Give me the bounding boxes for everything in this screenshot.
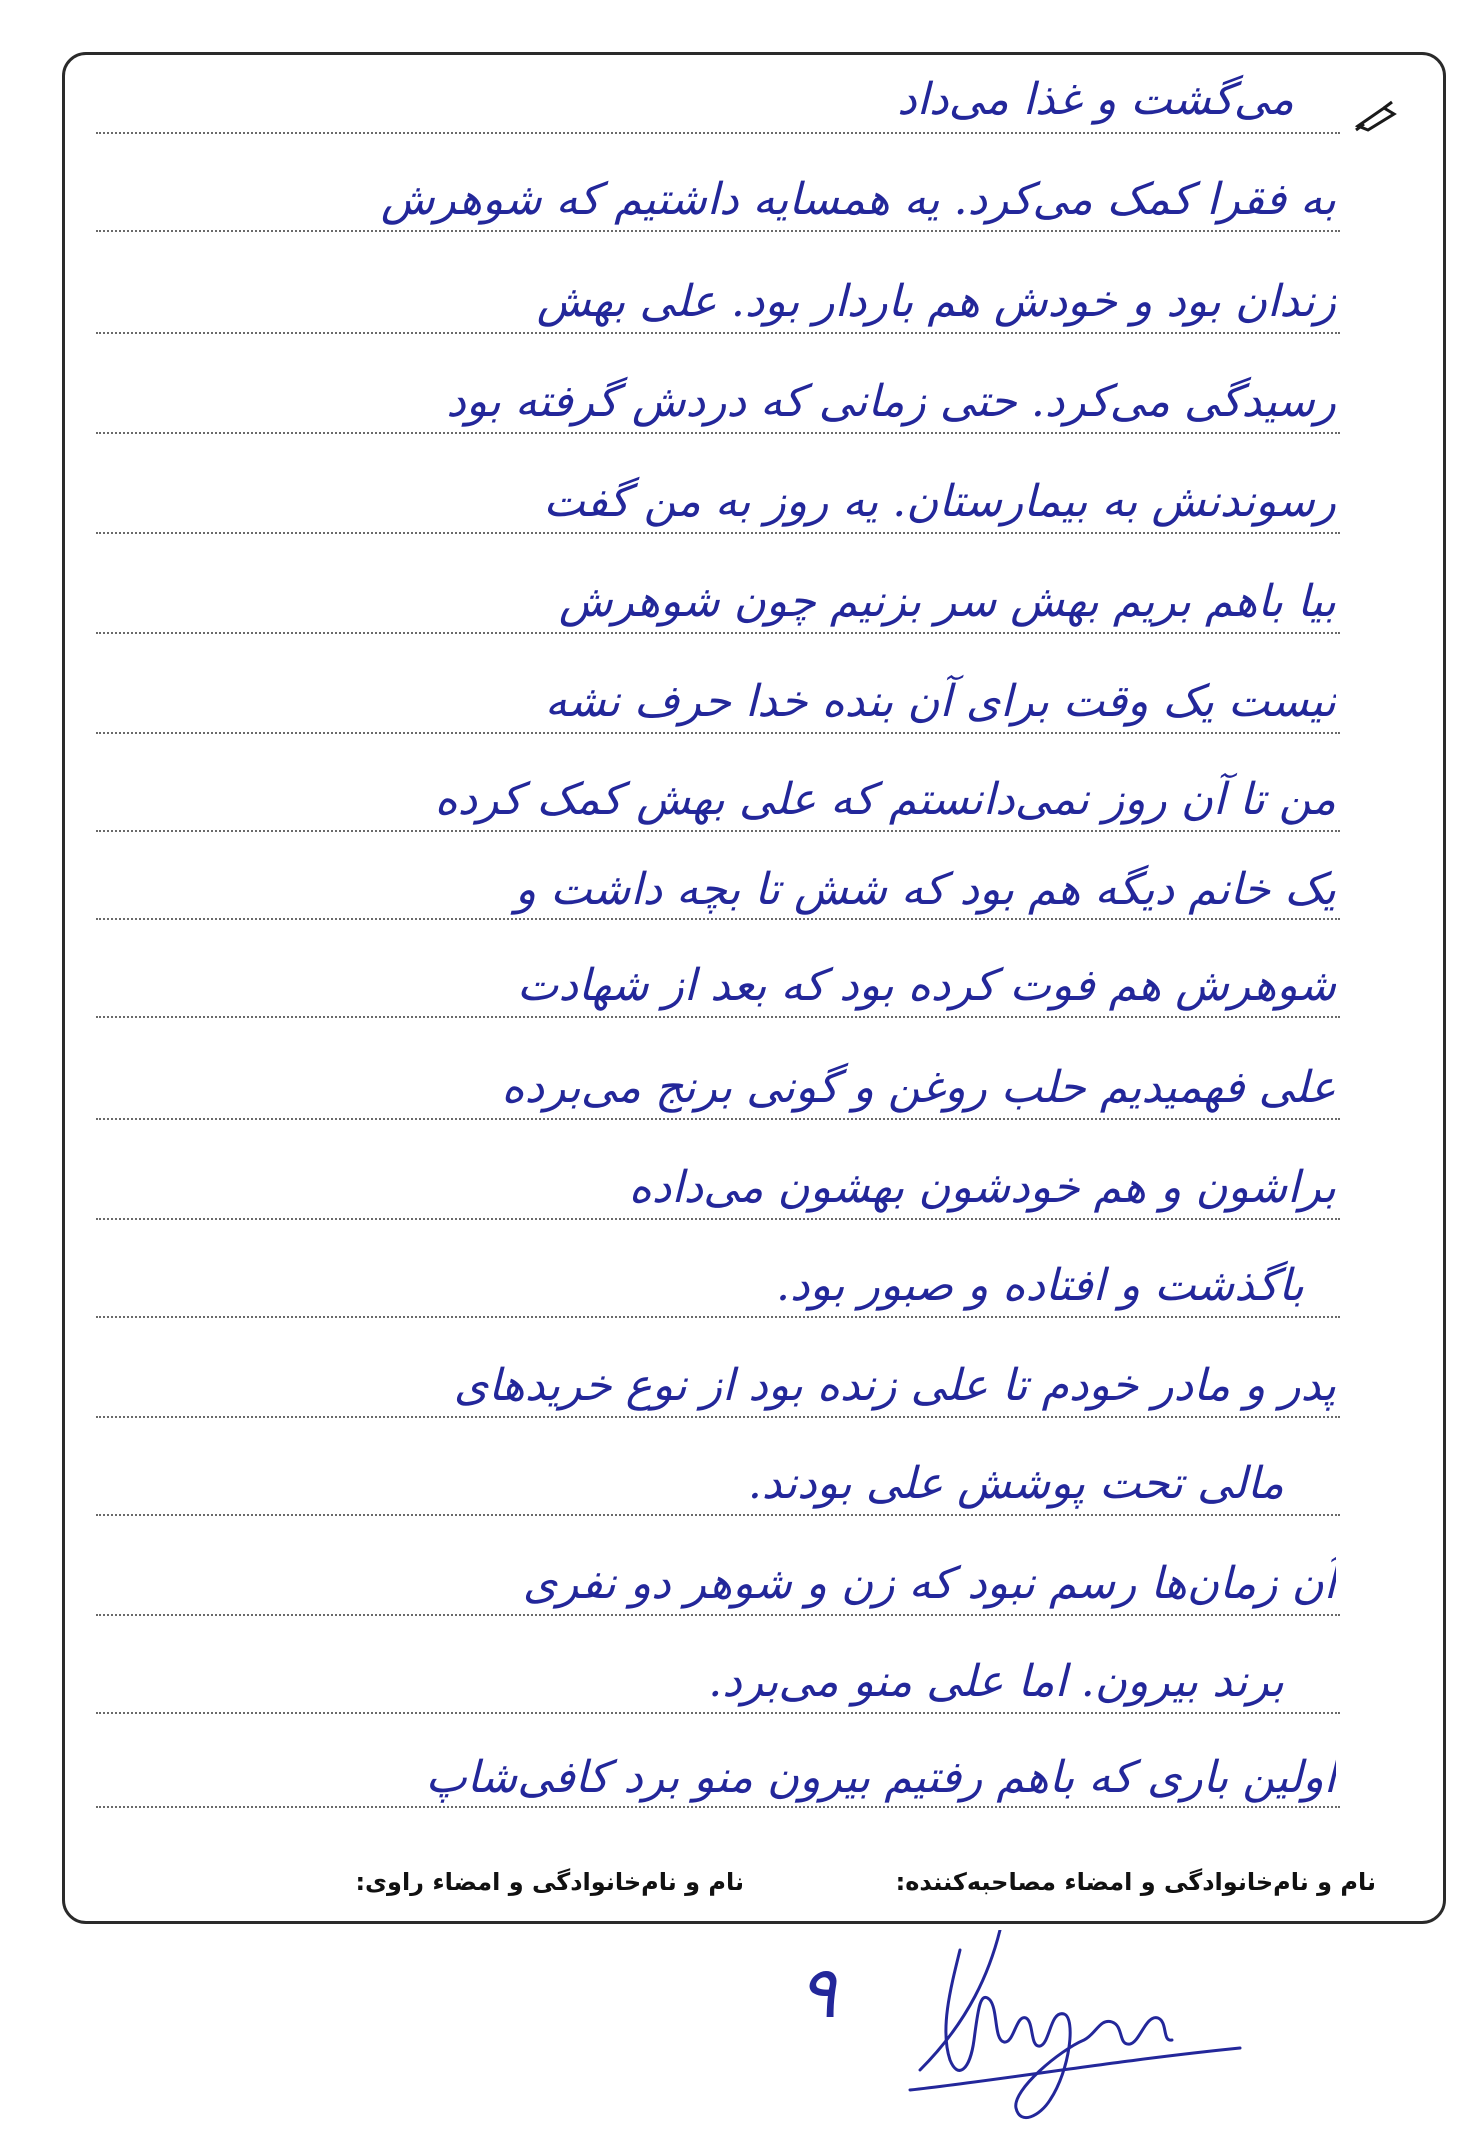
handwritten-line-16: آن زمان‌ها رسم نبود که زن و شوهر دو نفری xyxy=(522,1558,1336,1609)
handwritten-line-1: می‌گشت و غذا می‌داد xyxy=(897,74,1294,125)
handwritten-line-11: علی فهمیدیم حلب روغن و گونی برنج می‌برده xyxy=(501,1062,1336,1113)
page-number: ۹ xyxy=(798,1950,837,2034)
signature-icon xyxy=(900,1930,1260,2140)
handwritten-line-10: شوهرش هم فوت کرده بود که بعد از شهادت xyxy=(517,960,1336,1011)
handwritten-line-17: برند بیرون. اما علی منو می‌برد. xyxy=(708,1656,1284,1707)
handwritten-line-12: براشون و هم خودشون بهشون می‌داده xyxy=(628,1162,1336,1213)
handwritten-line-13: باگذشت و افتاده و صبور بود. xyxy=(776,1260,1304,1311)
handwritten-line-7: نیست یک وقت برای آن بنده خدا حرف نشه xyxy=(544,676,1336,727)
handwritten-line-2: به فقرا کمک می‌کرد. یه همسایه داشتیم که شوهرش xyxy=(380,174,1336,225)
handwritten-line-18: اولین باری که باهم رفتیم بیرون منو برد کافی‌شاپ xyxy=(425,1752,1336,1803)
handwritten-line-15: مالی تحت پوشش علی بودند. xyxy=(747,1458,1284,1509)
handwritten-line-9: یک خانم دیگه هم بود که شش تا بچه داشت و xyxy=(515,864,1336,915)
handwritten-line-3: زندان بود و خودش هم باردار بود. علی بهش xyxy=(536,276,1336,327)
handwritten-line-6: بیا باهم بریم بهش سر بزنیم چون شوهرش xyxy=(558,576,1336,627)
handwritten-line-4: رسیدگی می‌کرد. حتی زمانی که دردش گرفته بود xyxy=(446,376,1336,427)
interviewer-signature-label: نام و نام‌خانوادگی و امضاء مصاحبه‌کننده: xyxy=(895,1868,1376,1896)
pen-mark-icon xyxy=(1354,100,1400,134)
narrator-signature-label: نام و نام‌خانوادگی و امضاء راوی: xyxy=(355,1868,744,1896)
handwritten-line-14: پدر و مادر خودم تا علی زنده بود از نوع خریدهای xyxy=(453,1360,1336,1411)
handwritten-line-8: من تا آن روز نمی‌دانستم که علی بهش کمک کرده xyxy=(434,774,1336,825)
handwritten-line-5: رسوندنش به بیمارستان. یه روز به من گفت xyxy=(543,476,1336,527)
